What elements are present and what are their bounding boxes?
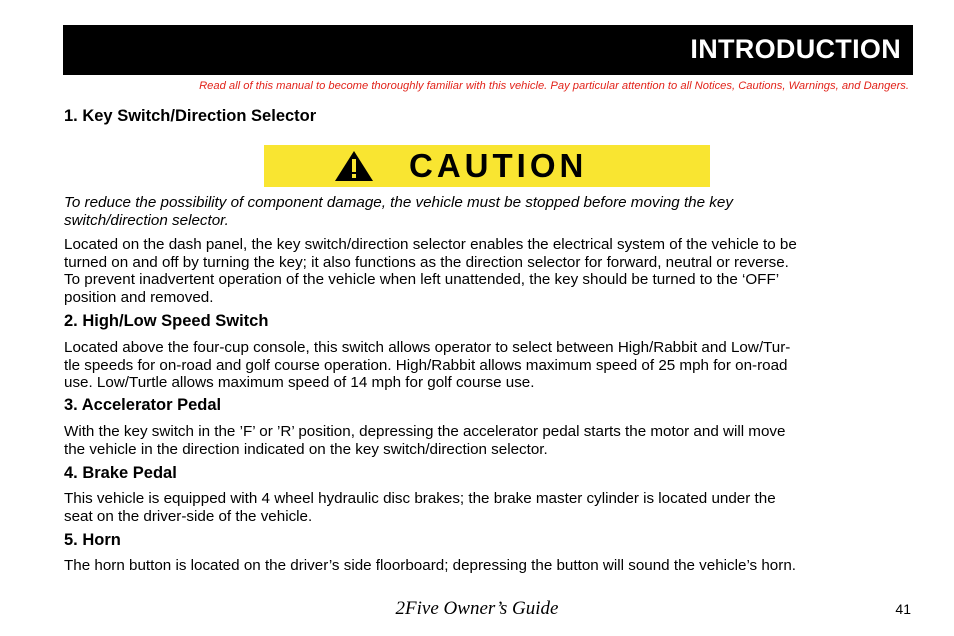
- page-number: 41: [895, 601, 911, 617]
- body-line: the vehicle in the direction indicated on the key switch/direction selector.: [64, 440, 548, 458]
- body-line: This vehicle is equipped with 4 wheel hydraulic disc brakes; the brake master cylinder is located under the: [64, 490, 776, 507]
- notice-text: Read all of this manual to become thoroughly familiar with this vehicle. Pay particular attention to all Notices, Cautions, Warnings, and Dangers.: [199, 80, 909, 92]
- section-heading-horn: 5. Horn: [64, 531, 121, 549]
- caution-label: CAUTION: [409, 147, 588, 184]
- caution-text-line: switch/direction selector.: [64, 211, 229, 229]
- section-heading-key-switch: 1. Key Switch/Direction Selector: [64, 107, 317, 125]
- section-body-speed-switch: [64, 339, 914, 392]
- section-body-brake: [64, 490, 914, 525]
- section-heading-accelerator: 3. Accelerator Pedal: [64, 396, 222, 414]
- body-line: tle speeds for on-road and golf course operation. High/Rabbit allows maximum speed of 25 mph for on-road: [64, 356, 788, 374]
- body-line: To prevent inadvertent operation of the vehicle when left unattended, the key should be turned to the ‘OFF’: [64, 271, 780, 288]
- warning-triangle-icon: [334, 150, 374, 182]
- body-line: position and removed.: [64, 288, 214, 306]
- section-body-key-switch: [64, 236, 914, 306]
- section-body-horn: [64, 557, 914, 575]
- page-title: INTRODUCTION: [690, 34, 901, 64]
- section-heading-brake: 4. Brake Pedal: [64, 464, 177, 482]
- caution-banner: [264, 145, 710, 187]
- footer-title: 2Five Owner’s Guide: [395, 598, 559, 619]
- section-heading-speed-switch: 2. High/Low Speed Switch: [64, 312, 269, 330]
- body-line: turned on and off by turning the key; it also functions as the direction selector for forward, neutral or reverse.: [64, 253, 789, 271]
- header-bar: [63, 25, 913, 75]
- caution-text: [64, 194, 914, 229]
- section-body-accelerator: [64, 423, 914, 458]
- body-line: The horn button is located on the driver’s side floorboard; depressing the button will sound the vehicle’s horn.: [64, 557, 796, 574]
- caution-text-line: To reduce the possibility of component damage, the vehicle must be stopped before moving the key: [64, 194, 733, 211]
- body-line: seat on the driver-side of the vehicle.: [64, 507, 313, 525]
- body-line: use. Low/Turtle allows maximum speed of 14 mph for golf course use.: [64, 374, 535, 391]
- body-line: Located on the dash panel, the key switch/direction selector enables the electrical system of the vehicle to be: [64, 236, 797, 253]
- body-line: With the key switch in the ’F’ or ’R’ position, depressing the accelerator pedal starts the motor and will move: [64, 423, 786, 440]
- body-line: Located above the four-cup console, this switch allows operator to select between High/Rabbit and Low/Tur-: [64, 339, 791, 356]
